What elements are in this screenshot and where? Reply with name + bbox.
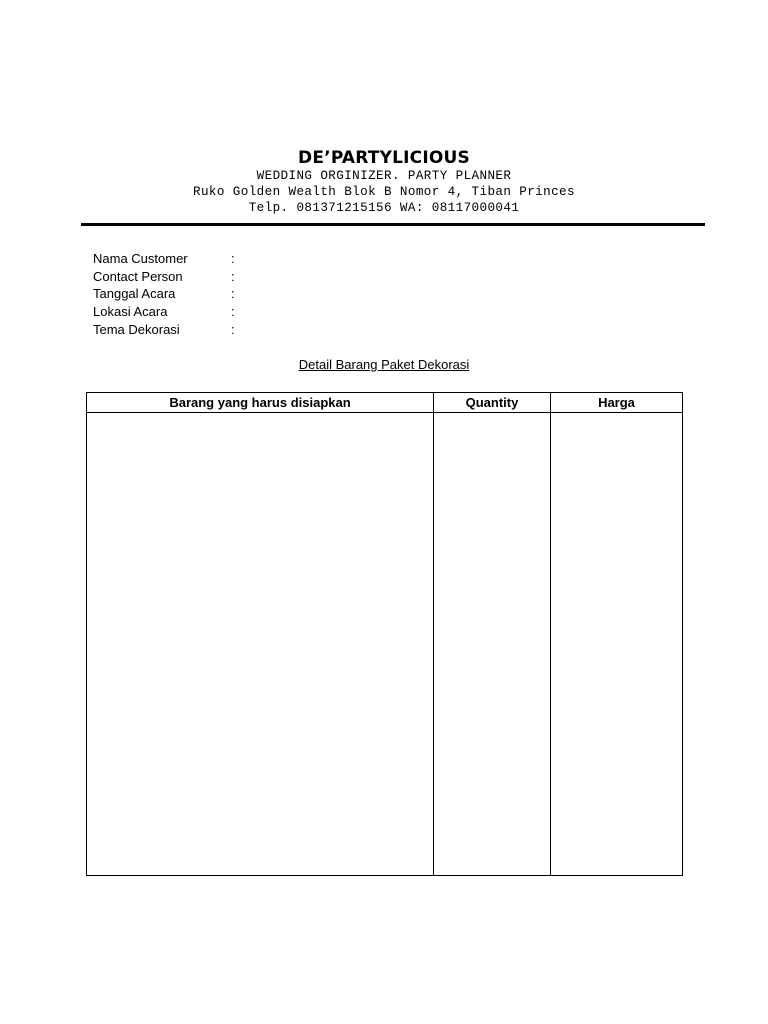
info-label: Nama Customer [93,251,188,266]
company-tagline: WEDDING ORGINIZER. PARTY PLANNER [256,169,512,183]
info-label: Contact Person [93,268,183,284]
company-phone: Telp. 081371215156 WA: 08117000041 [248,201,520,215]
table-row [87,413,683,876]
document-header [0,148,768,216]
info-separator: : [231,321,235,337]
column-header-price: Harga [551,393,683,413]
quantity-cell [434,413,551,876]
section-title: Detail Barang Paket Dekorasi [298,357,470,372]
info-row-lokasi-acara [93,303,241,321]
company-name: DE’PARTYLICIOUS [298,148,470,168]
column-header-quantity: Quantity [434,393,551,413]
info-separator: : [231,268,235,284]
item-cell [87,413,434,876]
info-label: Tanggal Acara [93,286,176,302]
info-separator: : [231,286,235,302]
info-row-nama-customer [93,250,241,268]
info-row-tanggal-acara [93,285,241,303]
company-address: Ruko Golden Wealth Blok B Nomor 4, Tiban Princes [193,185,575,199]
info-label: Lokasi Acara [93,304,168,320]
info-row-contact-person [93,268,241,286]
table-header-row [87,393,683,413]
header-divider [81,223,705,226]
customer-info-block [93,250,241,338]
column-header-item: Barang yang harus disiapkan [87,393,434,413]
info-row-tema-dekorasi [93,321,241,339]
items-table [86,392,683,876]
price-cell [551,413,683,876]
info-label: Tema Dekorasi [93,321,180,337]
info-separator: : [231,304,235,320]
info-separator: : [231,251,235,266]
